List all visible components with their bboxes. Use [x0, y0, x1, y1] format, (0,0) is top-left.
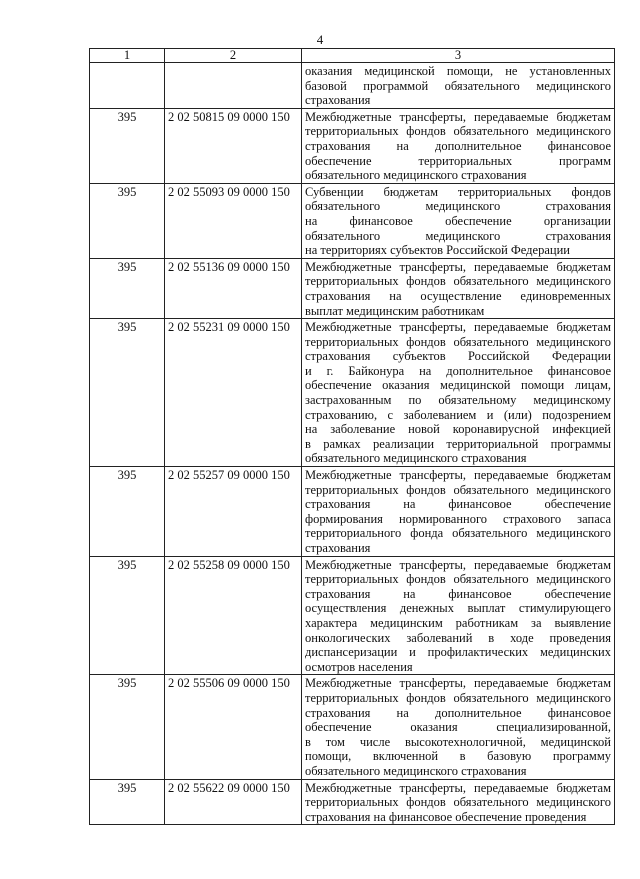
budget-code-cell: 2 02 55622 09 0000 150 — [165, 779, 302, 825]
description-line: в том числе высокотехнологичной, медицинской — [305, 734, 611, 749]
description-line: страхования на осуществление единовременных — [305, 288, 611, 303]
description-line: Межбюджетные трансферты, передаваемые бюджетам — [305, 320, 611, 335]
admin-code-cell: 395 — [90, 779, 165, 825]
description-line: страхования на финансовое обеспечение проведения — [305, 809, 587, 824]
description-line: Межбюджетные трансферты, передаваемые бюджетам — [305, 780, 611, 795]
description-cell — [302, 675, 615, 779]
budget-code-cell: 2 02 55506 09 0000 150 — [165, 675, 302, 779]
description-line: обязательного медицинского страхования — [305, 228, 611, 243]
description-line: обеспечение территориальных программ — [305, 153, 611, 168]
budget-code-cell: 2 02 55257 09 0000 150 — [165, 467, 302, 557]
description-line: страхования — [305, 541, 371, 555]
table-row — [90, 183, 615, 258]
description-cell — [302, 183, 615, 258]
table-row — [90, 779, 615, 825]
budget-code-cell: 2 02 55258 09 0000 150 — [165, 556, 302, 675]
admin-code-cell: 395 — [90, 675, 165, 779]
description-line: территориальных фондов обязательного медицинского — [305, 572, 611, 587]
description-cell — [302, 258, 615, 318]
description-line: выплат медицинским работникам — [305, 303, 485, 318]
description-line: формирования нормированного страхового запаса — [305, 511, 611, 526]
description-line: и г. Байконура на дополнительное финансовое — [305, 363, 611, 378]
description-cell — [302, 556, 615, 675]
description-line: Межбюджетные трансферты, передаваемые бюджетам — [305, 259, 611, 274]
admin-code-cell: 395 — [90, 467, 165, 557]
budget-code-cell — [165, 63, 302, 109]
table-row — [90, 108, 615, 183]
description-line: осмотров населения — [305, 659, 413, 674]
description-cell — [302, 779, 615, 825]
description-line: территориальных фондов обязательного медицинского — [305, 795, 611, 810]
description-line: территориальных фондов обязательного медицинского — [305, 690, 611, 705]
description-line: помощи, включенной в базовую программу — [305, 749, 611, 764]
description-line: обязательного медицинского страхования — [305, 199, 611, 214]
column-header-1: 1 — [90, 49, 165, 63]
description-line: Межбюджетные трансферты, передаваемые бюджетам — [305, 557, 611, 572]
admin-code-cell: 395 — [90, 556, 165, 675]
budget-code-cell: 2 02 55136 09 0000 150 — [165, 258, 302, 318]
description-line: страхования на финансовое обеспечение — [305, 497, 611, 512]
description-line: диспансеризации и профилактических медицинских — [305, 645, 611, 660]
description-line: территориальных фондов обязательного медицинского — [305, 124, 611, 139]
description-line: осуществления денежных выплат стимулирующего — [305, 601, 611, 616]
description-line: страхования на дополнительное финансовое — [305, 138, 611, 153]
admin-code-cell: 395 — [90, 319, 165, 467]
description-line: территориальных фондов обязательного медицинского — [305, 334, 611, 349]
table-row — [90, 467, 615, 557]
description-line: обязательного медицинского страхования — [305, 763, 527, 778]
description-line: страхования — [305, 93, 371, 108]
table-body — [90, 63, 615, 825]
description-line: территориальных фондов обязательного медицинского — [305, 482, 611, 497]
description-cell — [302, 319, 615, 467]
description-line: страхования на дополнительное финансовое — [305, 705, 611, 720]
admin-code-cell: 395 — [90, 108, 165, 183]
description-cell — [302, 467, 615, 557]
description-line: обеспечение оказания медицинской помощи лицам, — [305, 378, 611, 393]
description-line: страхованию, с заболеванием и (или) подозрением — [305, 407, 611, 422]
description-line: застрахованным по обязательному медицинскому — [305, 393, 611, 408]
description-line: онкологических заболеваний в ходе проведения — [305, 630, 611, 645]
description-line: Субвенции бюджетам территориальных фондов — [305, 184, 611, 199]
table-row — [90, 556, 615, 675]
description-line: на территориях субъектов Российской Федерации — [305, 243, 570, 258]
description-line: Межбюджетные трансферты, передаваемые бюджетам — [305, 109, 611, 124]
budget-code-cell: 2 02 55093 09 0000 150 — [165, 183, 302, 258]
table-row — [90, 63, 615, 109]
description-line: территориальных фондов обязательного медицинского — [305, 274, 611, 289]
description-line: страхования субъектов Российской Федерации — [305, 349, 611, 364]
table-row — [90, 258, 615, 318]
description-line: на заболевание новой коронавирусной инфекцией — [305, 422, 611, 437]
budget-code-cell: 2 02 50815 09 0000 150 — [165, 108, 302, 183]
description-line: Межбюджетные трансферты, передаваемые бюджетам — [305, 468, 611, 483]
table-row — [90, 319, 615, 467]
description-line: обеспечение оказания специализированной, — [305, 720, 611, 735]
description-line: характера медицинским работникам за выявление — [305, 615, 611, 630]
admin-code-cell: 395 — [90, 258, 165, 318]
admin-code-cell — [90, 63, 165, 109]
description-line: обязательного медицинского страхования — [305, 451, 527, 466]
page-number: 4 — [316, 32, 324, 47]
description-cell — [302, 63, 615, 109]
description-cell — [302, 108, 615, 183]
description-line: обязательного медицинского страхования — [305, 168, 527, 183]
description-line: на финансовое обеспечение организации — [305, 213, 611, 228]
budget-code-cell: 2 02 55231 09 0000 150 — [165, 319, 302, 467]
description-line: страхования на финансовое обеспечение — [305, 586, 611, 601]
table-header-row — [90, 49, 615, 63]
description-line: Межбюджетные трансферты, передаваемые бюджетам — [305, 676, 611, 691]
table-row — [90, 675, 615, 779]
description-line: оказания медицинской помощи, не установленных — [305, 64, 611, 78]
description-line: территориального фонда обязательного медицинского — [305, 526, 611, 541]
description-line: базовой программой обязательного медицинского — [305, 78, 611, 93]
column-header-3: 3 — [302, 49, 615, 63]
column-header-2: 2 — [165, 49, 302, 63]
description-line: в рамках реализации территориальной программы — [305, 436, 611, 451]
admin-code-cell: 395 — [90, 183, 165, 258]
budget-table — [89, 48, 615, 825]
